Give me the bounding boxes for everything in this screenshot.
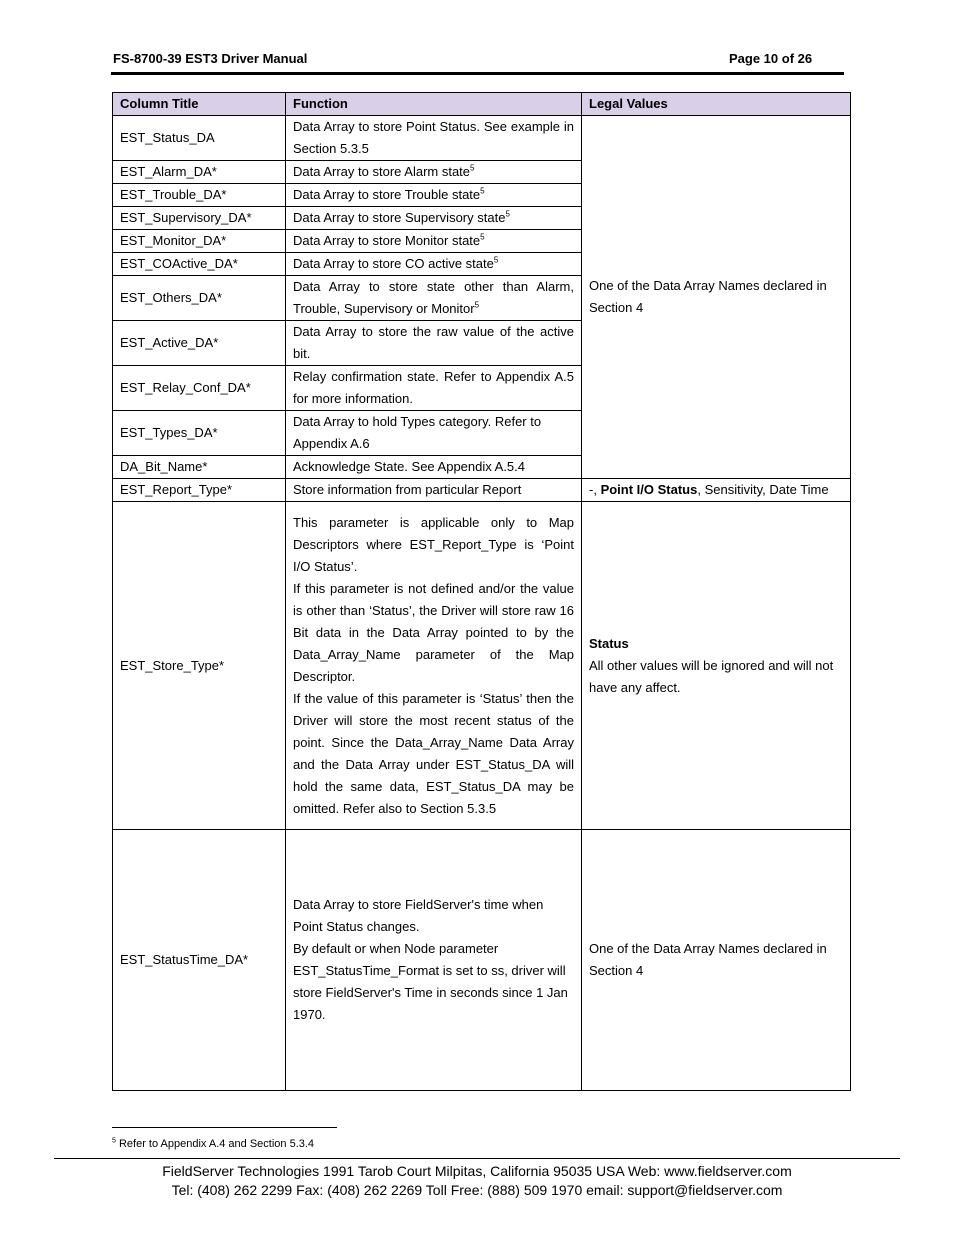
row-title: EST_Active_DA* — [113, 321, 286, 366]
bold-value: Point I/O Status — [600, 482, 698, 497]
legal-values-cell: -, Point I/O Status, Sensitivity, Date Time — [582, 479, 851, 502]
row-title: EST_Monitor_DA* — [113, 230, 286, 253]
row-function: Data Array to store Monitor state$^5$ — [286, 230, 582, 253]
header-divider — [111, 72, 844, 75]
row-title: EST_Supervisory_DA* — [113, 207, 286, 230]
row-function: Relay confirmation state. Refer to Appendix A.5 for more information. — [286, 366, 582, 411]
parameter-table — [112, 92, 851, 1091]
row-title: EST_Trouble_DA* — [113, 184, 286, 207]
row-function: Data Array to store Alarm state$^5$ — [286, 161, 582, 184]
footnote: $^5$ Refer to Appendix A.4 and Section 5.3.4 — [112, 1137, 315, 1150]
column-header-function: Function — [286, 93, 582, 116]
footnote-ref: 5 — [470, 163, 475, 173]
footer-contact: Tel: (408) 262 2299 Fax: (408) 262 2269 Toll Free: (888) 509 1970 email: support@fieldserver.com — [171, 1182, 783, 1198]
footnote-number: 5 — [112, 1137, 116, 1145]
footnote-ref: 5 — [480, 232, 485, 242]
page-number: Page 10 of 26 — [729, 51, 813, 66]
legal-values-cell: One of the Data Array Names declared in Section 4 — [582, 830, 851, 1091]
table-row — [113, 116, 851, 161]
table-row-report-type — [113, 479, 851, 502]
row-title: EST_Alarm_DA* — [113, 161, 286, 184]
table-row-status-time — [113, 830, 851, 1091]
row-function: Data Array to store Trouble state$^5$ — [286, 184, 582, 207]
row-function: Data Array to store state other than Alarm, Trouble, Supervisory or Monitor$^5$ — [286, 276, 582, 321]
function-paragraph: If this parameter is not defined and/or the value is other than ‘Status’, the Driver will store raw 16 Bit data in the Data Array pointed to by the Data_Array_Name parameter of the Map Descriptor. — [293, 580, 574, 684]
row-title: EST_Report_Type* — [113, 479, 286, 502]
row-title: EST_Store_Type* — [113, 502, 286, 830]
row-function: Data Array to hold Types category. Refer to Appendix A.6 — [286, 411, 582, 456]
row-title: DA_Bit_Name* — [113, 456, 286, 479]
row-function: Data Array to store Supervisory state$^5$ — [286, 207, 582, 230]
table-row-store-type — [113, 502, 851, 830]
row-title: EST_Relay_Conf_DA* — [113, 366, 286, 411]
footnote-ref: 5 — [505, 209, 510, 219]
function-paragraph: By default or when Node parameter EST_StatusTime_Format is set to ss, driver will store FieldServer's Time in seconds since 1 Jan 1970. — [293, 941, 568, 1022]
column-header-legal-values: Legal Values — [582, 93, 851, 116]
function-paragraph: This parameter is applicable only to Map Descriptors where EST_Report_Type is ‘Point I/O Status’. — [293, 514, 574, 574]
row-title: EST_StatusTime_DA* — [113, 830, 286, 1091]
legal-note: All other values will be ignored and will not have any affect. — [589, 657, 834, 695]
footnote-divider — [112, 1127, 337, 1128]
legal-values-cell — [582, 502, 851, 830]
footnote-ref: 5 — [493, 255, 499, 265]
footer-divider — [54, 1158, 900, 1159]
row-title: EST_Types_DA* — [113, 411, 286, 456]
row-title: EST_Others_DA* — [113, 276, 286, 321]
row-title: EST_COActive_DA* — [113, 253, 286, 276]
row-function — [286, 830, 582, 1091]
footnote-ref: 5 — [480, 186, 485, 196]
footnote-ref: 5 — [474, 300, 480, 310]
row-title: EST_Status_DA — [113, 116, 286, 161]
document-title: FS-8700-39 EST3 Driver Manual — [113, 51, 308, 66]
legal-values-cell: One of the Data Array Names declared in Section 4 — [582, 116, 851, 479]
footer-address: FieldServer Technologies 1991 Tarob Court Milpitas, California 95035 USA Web: www.fieldserver.com — [162, 1163, 792, 1179]
row-function: Data Array to store Point Status. See example in Section 5.3.5 — [286, 116, 582, 161]
row-function: Store information from particular Report — [286, 479, 582, 502]
bold-value: Status — [589, 635, 629, 651]
function-paragraph: Data Array to store FieldServer's time when Point Status changes. — [293, 897, 544, 934]
row-function — [286, 502, 582, 830]
row-function: Data Array to store the raw value of the active bit. — [286, 321, 582, 366]
function-paragraph: If the value of this parameter is ‘Status’ then the Driver will store the most recent status of the point. Since the Data_Array_Name Data Array and the Data Array under EST_Status_DA will hold the same data, EST_Status_DA may be omitted. Refer also to Section 5.3.5 — [293, 690, 574, 816]
row-function: Data Array to store CO active state$^5$ — [286, 253, 582, 276]
column-header-title: Column Title — [113, 93, 286, 116]
table-header-row — [113, 93, 851, 116]
row-function: Acknowledge State. See Appendix A.5.4 — [286, 456, 582, 479]
